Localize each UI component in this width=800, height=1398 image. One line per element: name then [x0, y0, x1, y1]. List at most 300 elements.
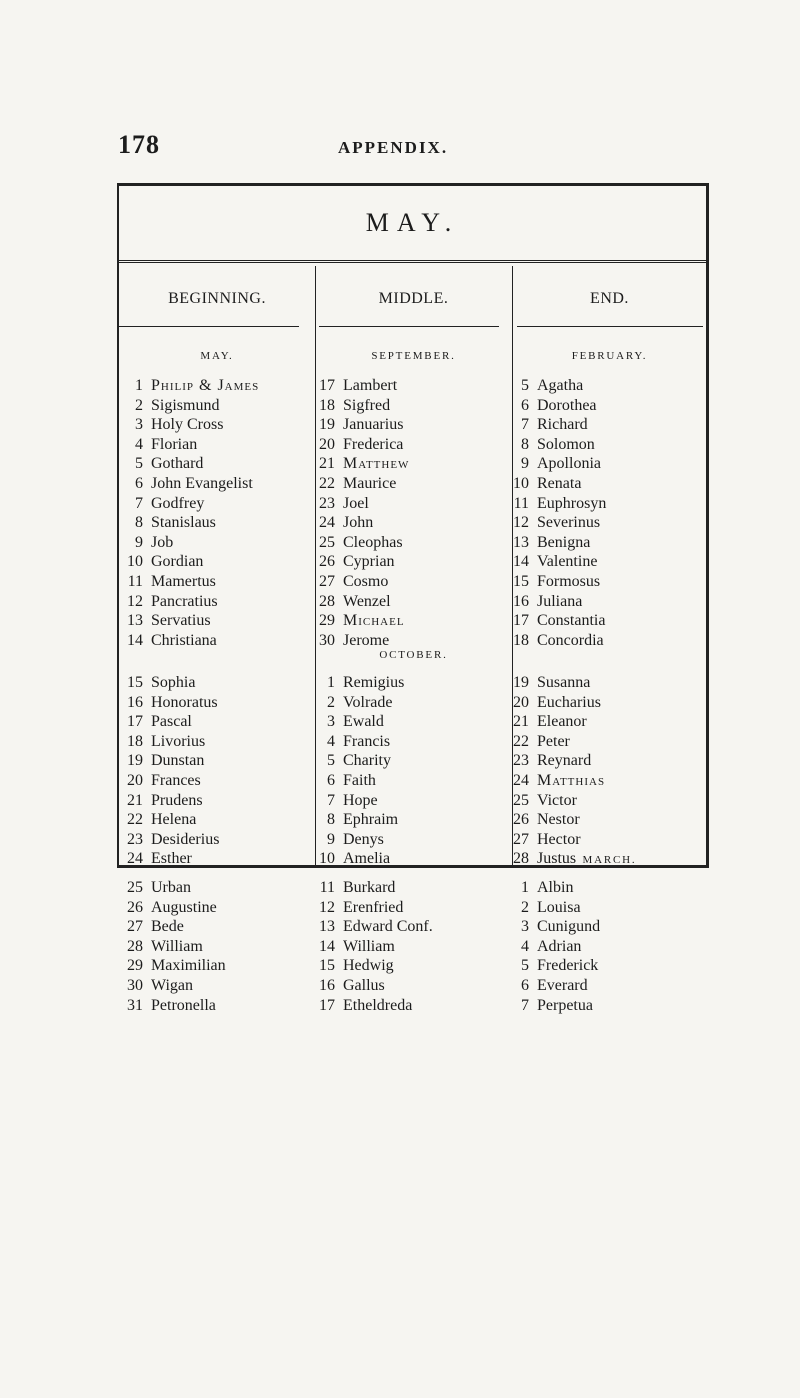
calendar-entry — [121, 937, 226, 957]
calendar-entry — [313, 376, 409, 396]
calendar-entry — [507, 376, 606, 396]
saint-name: Jerome — [343, 631, 390, 649]
calendar-entry — [121, 878, 226, 898]
saint-name: Victor — [537, 791, 577, 809]
saint-name: Erenfried — [343, 898, 404, 916]
calendar-entry — [121, 533, 259, 553]
calendar-entry — [313, 956, 433, 976]
day-number: 25 — [127, 879, 143, 896]
day-number: 10 — [513, 474, 529, 492]
saint-name: Sigismund — [151, 396, 220, 414]
day-number: 16 — [127, 693, 143, 711]
day-number: 2 — [135, 396, 143, 414]
day-number: 18 — [513, 631, 529, 649]
end-list-1 — [507, 376, 606, 650]
calendar-entry — [507, 810, 605, 830]
calendar-entry — [121, 791, 219, 811]
day-number: 28 — [127, 937, 143, 955]
calendar-entry — [121, 917, 226, 937]
saint-name: Reynard — [537, 752, 592, 770]
day-number: 25 — [513, 791, 529, 809]
day-number: 24 — [513, 771, 529, 789]
day-number: 5 — [521, 957, 529, 975]
calendar-entry — [121, 396, 259, 416]
day-number: 6 — [521, 976, 529, 994]
saint-name: Denys — [343, 830, 384, 848]
day-number: 15 — [127, 674, 143, 691]
calendar-entry — [507, 513, 606, 533]
day-number: 20 — [319, 435, 335, 453]
saint-name: Michael — [343, 612, 405, 630]
saint-name: Lambert — [343, 377, 398, 394]
day-number: 1 — [521, 879, 529, 896]
day-number: 8 — [135, 514, 143, 532]
day-number: 6 — [135, 474, 143, 492]
day-number: 22 — [513, 732, 529, 750]
day-number: 26 — [127, 898, 143, 916]
day-number: 6 — [521, 396, 529, 414]
saint-name: Apollonia — [537, 455, 601, 473]
calendar-entry — [121, 552, 259, 572]
day-number: 17 — [127, 713, 143, 731]
month-label-october: OCTOBER. — [379, 649, 448, 661]
saint-name: Matthias — [537, 771, 606, 789]
calendar-entry — [507, 996, 600, 1016]
day-number: 27 — [319, 572, 335, 590]
calendar-entry — [121, 996, 226, 1016]
day-number: 23 — [127, 830, 143, 848]
saint-name: Gothard — [151, 455, 204, 473]
calendar-entry — [313, 454, 409, 474]
saint-name: William — [151, 937, 203, 955]
day-number: 10 — [127, 553, 143, 571]
day-number: 15 — [513, 572, 529, 590]
day-number: 15 — [319, 957, 335, 975]
day-number: 23 — [513, 752, 529, 770]
calendar-entry — [507, 849, 605, 869]
calendar-entry — [313, 878, 433, 898]
day-number: 3 — [521, 918, 529, 936]
calendar-entry — [507, 552, 606, 572]
calendar-entry — [313, 435, 409, 455]
saint-name: John — [343, 514, 374, 532]
calendar-entry — [121, 751, 219, 771]
saint-name: Hope — [343, 791, 378, 809]
calendar-entry — [507, 415, 606, 435]
day-number: 26 — [319, 553, 335, 571]
saint-name: Christiana — [151, 631, 217, 649]
saint-name: Formosus — [537, 572, 601, 590]
saint-name: Gordian — [151, 553, 204, 571]
calendar-entry — [507, 454, 606, 474]
calendar-entry — [313, 494, 409, 514]
day-number: 16 — [513, 592, 529, 610]
saint-name: Bede — [151, 918, 184, 936]
calendar-entry — [507, 494, 606, 514]
end-list-3 — [507, 878, 600, 1015]
calendar-entry — [121, 771, 219, 791]
calendar-entry — [507, 771, 605, 791]
calendar-entry — [313, 712, 404, 732]
day-number: 5 — [521, 377, 529, 394]
day-number: 21 — [319, 455, 335, 473]
saint-name: Hedwig — [343, 957, 394, 975]
saint-name: Maurice — [343, 474, 397, 492]
calendar-entry — [121, 673, 219, 693]
saint-name: Desiderius — [151, 830, 220, 848]
day-number: 1 — [327, 674, 335, 691]
saint-name: Januarius — [343, 416, 404, 434]
saint-name: Eucharius — [537, 693, 601, 711]
saint-name: Valentine — [537, 553, 598, 571]
saint-name: Constantia — [537, 612, 606, 630]
saint-name: Augustine — [151, 898, 217, 916]
beginning-list-2 — [121, 673, 219, 869]
column-header-middle: MIDDLE. — [378, 290, 449, 307]
calendar-entry — [313, 415, 409, 435]
saint-name: Sigfred — [343, 396, 391, 414]
calendar-entry — [121, 849, 219, 869]
day-number: 21 — [513, 713, 529, 731]
column-header-end: END. — [590, 290, 629, 307]
calendar-entry — [121, 454, 259, 474]
calendar-entry — [313, 513, 409, 533]
calendar-entry — [121, 494, 259, 514]
calendar-entry — [507, 917, 600, 937]
calendar-entry — [313, 732, 404, 752]
calendar-entry — [507, 435, 606, 455]
saint-name: Eleanor — [537, 713, 587, 731]
saint-name: Susanna — [537, 674, 591, 691]
day-number: 7 — [521, 996, 529, 1014]
day-number: 19 — [319, 416, 335, 434]
calendar-entry — [507, 898, 600, 918]
page-header — [118, 130, 708, 170]
day-number: 7 — [135, 494, 143, 512]
day-number: 6 — [327, 771, 335, 789]
day-number: 3 — [135, 416, 143, 434]
calendar-entry — [313, 552, 409, 572]
calendar-entry — [507, 673, 605, 693]
day-number: 9 — [521, 455, 529, 473]
day-number: 13 — [127, 612, 143, 630]
day-number: 3 — [327, 713, 335, 731]
saint-name: Urban — [151, 879, 191, 896]
calendar-entry — [507, 611, 606, 631]
day-number: 7 — [327, 791, 335, 809]
day-number: 27 — [127, 918, 143, 936]
calendar-entry — [313, 631, 409, 651]
day-number: 19 — [127, 752, 143, 770]
calendar-entry — [507, 937, 600, 957]
middle-list-2 — [313, 673, 404, 869]
day-number: 13 — [513, 533, 529, 551]
saint-name: Renata — [537, 474, 582, 492]
calendar-entry — [313, 791, 404, 811]
saint-name: Faith — [343, 771, 376, 789]
day-number: 19 — [513, 674, 529, 691]
day-number: 11 — [319, 879, 335, 896]
saint-name: Ewald — [343, 713, 384, 731]
day-number: 14 — [319, 937, 335, 955]
calendar-entry — [507, 712, 605, 732]
saint-name: Albin — [537, 879, 574, 896]
saint-name: Everard — [537, 976, 588, 994]
day-number: 9 — [135, 533, 143, 551]
column-header-beginning: BEGINNING. — [168, 290, 266, 307]
day-number: 7 — [521, 416, 529, 434]
saint-name: Agatha — [537, 377, 584, 394]
saint-name: Benigna — [537, 533, 591, 551]
calendar-entry — [507, 533, 606, 553]
calendar-entry — [313, 396, 409, 416]
day-number: 5 — [135, 455, 143, 473]
calendar-entry — [507, 976, 600, 996]
day-number: 17 — [319, 996, 335, 1014]
saint-name: Frances — [151, 771, 201, 789]
day-number: 14 — [127, 631, 143, 649]
saint-name: Justus — [537, 850, 577, 868]
day-number: 23 — [319, 494, 335, 512]
calendar-entry — [121, 956, 226, 976]
day-number: 4 — [135, 435, 143, 453]
saint-name: Wigan — [151, 976, 194, 994]
saint-name: Charity — [343, 752, 391, 770]
calendar-entry — [313, 937, 433, 957]
day-number: 31 — [127, 996, 143, 1014]
day-number: 4 — [521, 937, 529, 955]
day-number: 24 — [319, 514, 335, 532]
page-number: 178 — [118, 130, 160, 159]
saint-name: Peter — [537, 732, 570, 750]
calendar-entry — [121, 592, 259, 612]
saint-name: Concordia — [537, 631, 604, 649]
saint-name: Euphrosyn — [537, 494, 607, 512]
saint-name: Amelia — [343, 850, 391, 868]
saint-name: Mamertus — [151, 572, 216, 590]
calendar-entry — [313, 917, 433, 937]
calendar-entry — [507, 474, 606, 494]
saint-name: Louisa — [537, 898, 581, 916]
day-number: 18 — [127, 732, 143, 750]
calendar-entry — [507, 572, 606, 592]
calendar-entry — [313, 693, 404, 713]
calendar-entry — [507, 791, 605, 811]
day-number: 20 — [127, 771, 143, 789]
calendar-entry — [121, 732, 219, 752]
day-number: 24 — [127, 850, 143, 868]
day-number: 20 — [513, 693, 529, 711]
calendar-entry — [507, 830, 605, 850]
calendar-entry — [313, 751, 404, 771]
saint-name: Cosmo — [343, 572, 389, 590]
day-number: 9 — [327, 830, 335, 848]
saint-name: Matthew — [343, 455, 410, 473]
day-number: 17 — [513, 612, 529, 630]
calendar-entry — [313, 810, 404, 830]
calendar-entry — [313, 849, 404, 869]
saint-name: Dorothea — [537, 396, 597, 414]
day-number: 16 — [319, 976, 335, 994]
calendar-entry — [121, 415, 259, 435]
saint-name: Servatius — [151, 612, 211, 630]
calendar-entry — [313, 611, 409, 631]
calendar-entry — [313, 996, 433, 1016]
saint-name: Godfrey — [151, 494, 205, 512]
calendar-entry — [313, 592, 409, 612]
month-label-february: FEBRUARY. — [571, 350, 648, 362]
calendar-entry — [313, 572, 409, 592]
day-number: 28 — [513, 850, 529, 868]
saint-name: Petronella — [151, 996, 216, 1014]
day-number: 5 — [327, 752, 335, 770]
day-number: 11 — [127, 572, 143, 590]
day-number: 4 — [327, 732, 335, 750]
end-list-2 — [507, 673, 605, 869]
calendar-entry — [507, 956, 600, 976]
saint-name: William — [343, 937, 395, 955]
saint-name: Stanislaus — [151, 514, 216, 532]
day-number: 8 — [327, 811, 335, 829]
title-double-rule — [119, 260, 706, 266]
day-number: 18 — [319, 396, 335, 414]
day-number: 2 — [327, 693, 335, 711]
saint-name: Job — [151, 533, 174, 551]
calendar-entry — [313, 830, 404, 850]
calendar-entry — [121, 474, 259, 494]
calendar-entry — [121, 611, 259, 631]
day-number: 12 — [513, 514, 529, 532]
day-number: 11 — [513, 494, 529, 512]
saint-name: Nestor — [537, 811, 580, 829]
header-rule — [119, 326, 299, 327]
day-number: 8 — [521, 435, 529, 453]
saint-name: Frederick — [537, 957, 599, 975]
saint-name: Frederica — [343, 435, 404, 453]
saint-name: Dunstan — [151, 752, 205, 770]
calendar-entry — [313, 673, 404, 693]
day-number: 27 — [513, 830, 529, 848]
day-number: 10 — [319, 850, 335, 868]
day-number: 29 — [127, 957, 143, 975]
beginning-list-1 — [121, 376, 259, 650]
day-number: 1 — [135, 377, 143, 394]
saints-calendar-table — [117, 183, 709, 1014]
saint-name: Etheldreda — [343, 996, 413, 1014]
running-head: APPENDIX. — [338, 138, 449, 157]
saint-name: Helena — [151, 811, 197, 829]
saint-name: Pancratius — [151, 592, 218, 610]
saint-name: Livorius — [151, 732, 206, 750]
day-number: 29 — [319, 612, 335, 630]
day-number: 17 — [319, 377, 335, 394]
saint-name: Juliana — [537, 592, 583, 610]
beginning-list-3 — [121, 878, 226, 1015]
month-label-may: MAY. — [200, 350, 234, 362]
saint-name: Holy Cross — [151, 416, 224, 434]
saint-name: Ephraim — [343, 811, 399, 829]
table-title: MAY. — [365, 208, 460, 237]
saint-name: Burkard — [343, 879, 396, 896]
saint-name: Gallus — [343, 976, 385, 994]
saint-name: Richard — [537, 416, 588, 434]
saint-name: Cleophas — [343, 533, 403, 551]
saint-name: Perpetua — [537, 996, 593, 1014]
calendar-entry — [121, 435, 259, 455]
calendar-entry — [507, 878, 600, 898]
day-number: 26 — [513, 811, 529, 829]
calendar-entry — [313, 533, 409, 553]
saint-name: Francis — [343, 732, 391, 750]
day-number: 28 — [319, 592, 335, 610]
month-label-march: MARCH. — [582, 854, 637, 866]
header-rule — [319, 326, 499, 327]
saint-name: Esther — [151, 850, 192, 868]
middle-list-3 — [313, 878, 433, 1015]
calendar-entry — [121, 898, 226, 918]
saint-name: Philip & James — [151, 377, 260, 394]
day-number: 13 — [319, 918, 335, 936]
calendar-entry — [121, 376, 259, 396]
saint-name: Cunigund — [537, 918, 601, 936]
calendar-entry — [121, 830, 219, 850]
saint-name: Pascal — [151, 713, 192, 731]
saint-name: Severinus — [537, 514, 601, 532]
saint-name: Solomon — [537, 435, 595, 453]
day-number: 22 — [127, 811, 143, 829]
saint-name: Hector — [537, 830, 581, 848]
middle-list-1 — [313, 376, 409, 650]
day-number: 2 — [521, 898, 529, 916]
month-label-september: SEPTEMBER. — [371, 350, 456, 362]
day-number: 22 — [319, 474, 335, 492]
day-number: 12 — [319, 898, 335, 916]
calendar-entry — [313, 898, 433, 918]
calendar-entry — [121, 976, 226, 996]
saint-name: Sophia — [151, 674, 196, 691]
saint-name: Adrian — [537, 937, 582, 955]
saint-name: Joel — [343, 494, 369, 512]
calendar-entry — [313, 474, 409, 494]
saint-name: Maximilian — [151, 957, 226, 975]
day-number: 12 — [127, 592, 143, 610]
calendar-entry — [121, 712, 219, 732]
calendar-entry — [507, 732, 605, 752]
saint-name: John Evangelist — [151, 474, 253, 492]
day-number: 30 — [127, 976, 143, 994]
calendar-entry — [121, 572, 259, 592]
header-rule — [517, 326, 703, 327]
saint-name: Cyprian — [343, 553, 395, 571]
calendar-entry — [507, 693, 605, 713]
saint-name: Florian — [151, 435, 198, 453]
calendar-entry — [121, 513, 259, 533]
calendar-entry — [121, 631, 259, 651]
calendar-entry — [507, 592, 606, 612]
calendar-entry — [507, 751, 605, 771]
calendar-entry — [507, 396, 606, 416]
calendar-entry — [121, 693, 219, 713]
day-number: 30 — [319, 631, 335, 649]
calendar-entry — [507, 631, 606, 651]
day-number: 14 — [513, 553, 529, 571]
calendar-entry — [313, 976, 433, 996]
saint-name: Edward Conf. — [343, 918, 433, 936]
saint-name: Wenzel — [343, 592, 391, 610]
calendar-entry — [313, 771, 404, 791]
saint-name: Volrade — [343, 693, 393, 711]
day-number: 25 — [319, 533, 335, 551]
